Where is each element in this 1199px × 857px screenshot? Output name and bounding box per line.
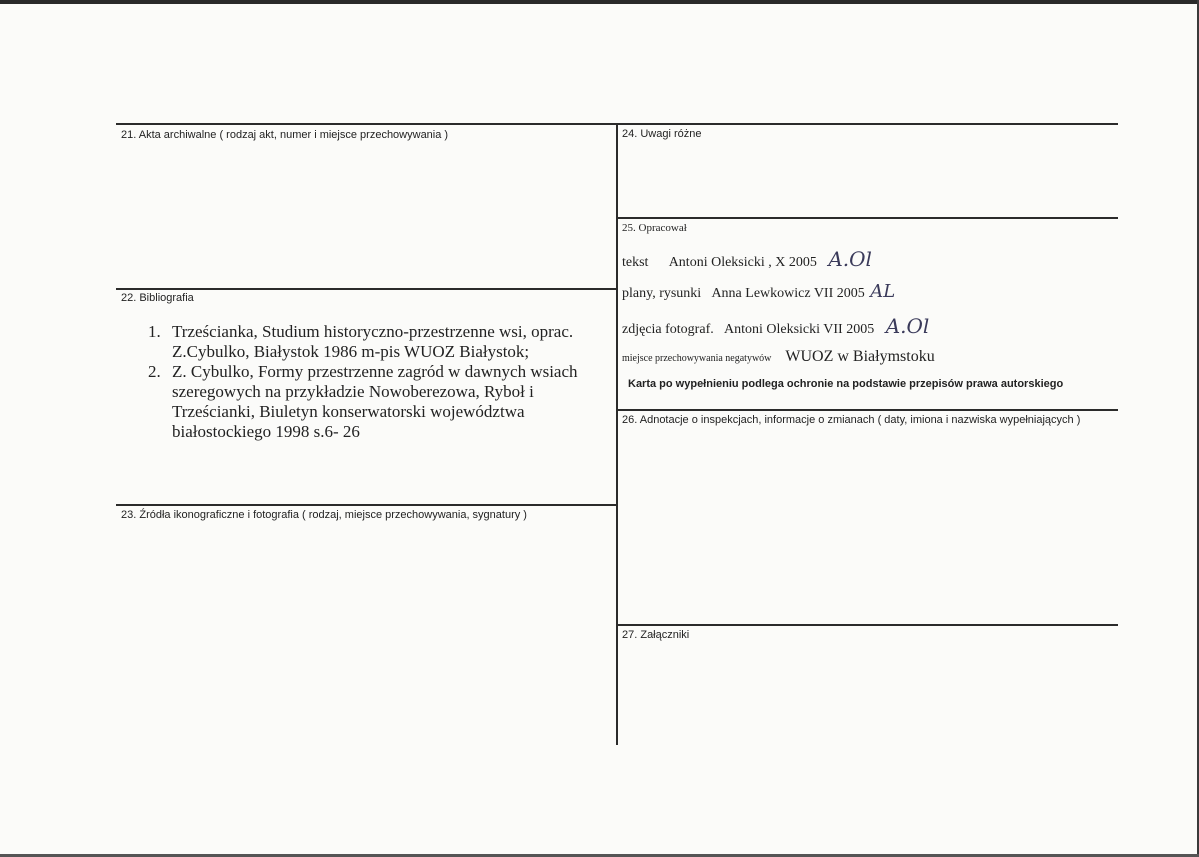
plany-label: plany, rysunki	[622, 286, 702, 301]
plany-row	[622, 281, 895, 302]
rule-27-top	[617, 624, 1118, 626]
section-23-label: 23. Źródła ikonograficzne i fotografia ( rodzaj, miejsce przechowywania, sygnatury )	[121, 509, 527, 521]
zdjecia-row	[622, 314, 929, 338]
tekst-label: tekst	[622, 255, 649, 270]
section-24-label: 24. Uwagi różne	[622, 128, 702, 140]
zdjecia-value: Antoni Oleksicki VII 2005	[723, 322, 875, 337]
list-item-text: Z. Cybulko, Formy przestrzenne zagród w dawnych wsiach szeregowych na przykładzie Nowoberezowa, Ryboł i Trześcianki, Biuletyn konserwatorski województwa białostockiego 1998 s.6- 26	[172, 362, 578, 441]
miejsce-row	[622, 348, 935, 366]
zdjecia-signature: A.Ol	[885, 314, 930, 338]
section-22-label: 22. Bibliografia	[121, 292, 194, 304]
list-item	[148, 322, 598, 362]
rule-25-top	[617, 217, 1118, 219]
list-item	[148, 362, 598, 442]
plany-value: Anna Lewkowicz VII 2005	[711, 286, 865, 301]
miejsce-value: WUOZ w Białymstoku	[785, 348, 935, 365]
tekst-row	[622, 247, 872, 271]
copyright-note: Karta po wypełnieniu podlega ochronie na podstawie przepisów prawa autorskiego	[628, 378, 1064, 390]
scan-top-edge	[0, 0, 1199, 4]
bibliography-list	[148, 322, 598, 442]
section-25-label: 25. Opracował	[622, 222, 687, 234]
list-item-number: 1.	[148, 322, 161, 341]
rule-26-top	[617, 409, 1118, 411]
list-item-number: 2.	[148, 362, 161, 381]
miejsce-label: miejsce przechowywania negatywów	[622, 353, 772, 364]
section-21-label: 21. Akta archiwalne ( rodzaj akt, numer i miejsce przechowywania )	[121, 129, 449, 141]
tekst-value: Antoni Oleksicki , X 2005	[668, 255, 817, 270]
rule-22-top	[116, 288, 617, 290]
tekst-signature: A.Ol	[828, 247, 872, 271]
section-26-label: 26. Adnotacje o inspekcjach, informacje o zmianach ( daty, imiona i nazwiska wypełniających )	[622, 414, 1081, 426]
zdjecia-label: zdjęcia fotograf.	[622, 322, 714, 337]
plany-signature: AL	[870, 281, 896, 302]
rule-23-top	[116, 504, 617, 506]
section-27-label: 27. Załączniki	[622, 629, 690, 641]
list-item-text: Trześcianka, Studium historyczno-przestrzenne wsi, oprac. Z.Cybulko, Białystok 1986 m-pis WUOZ Białystok;	[172, 322, 574, 361]
